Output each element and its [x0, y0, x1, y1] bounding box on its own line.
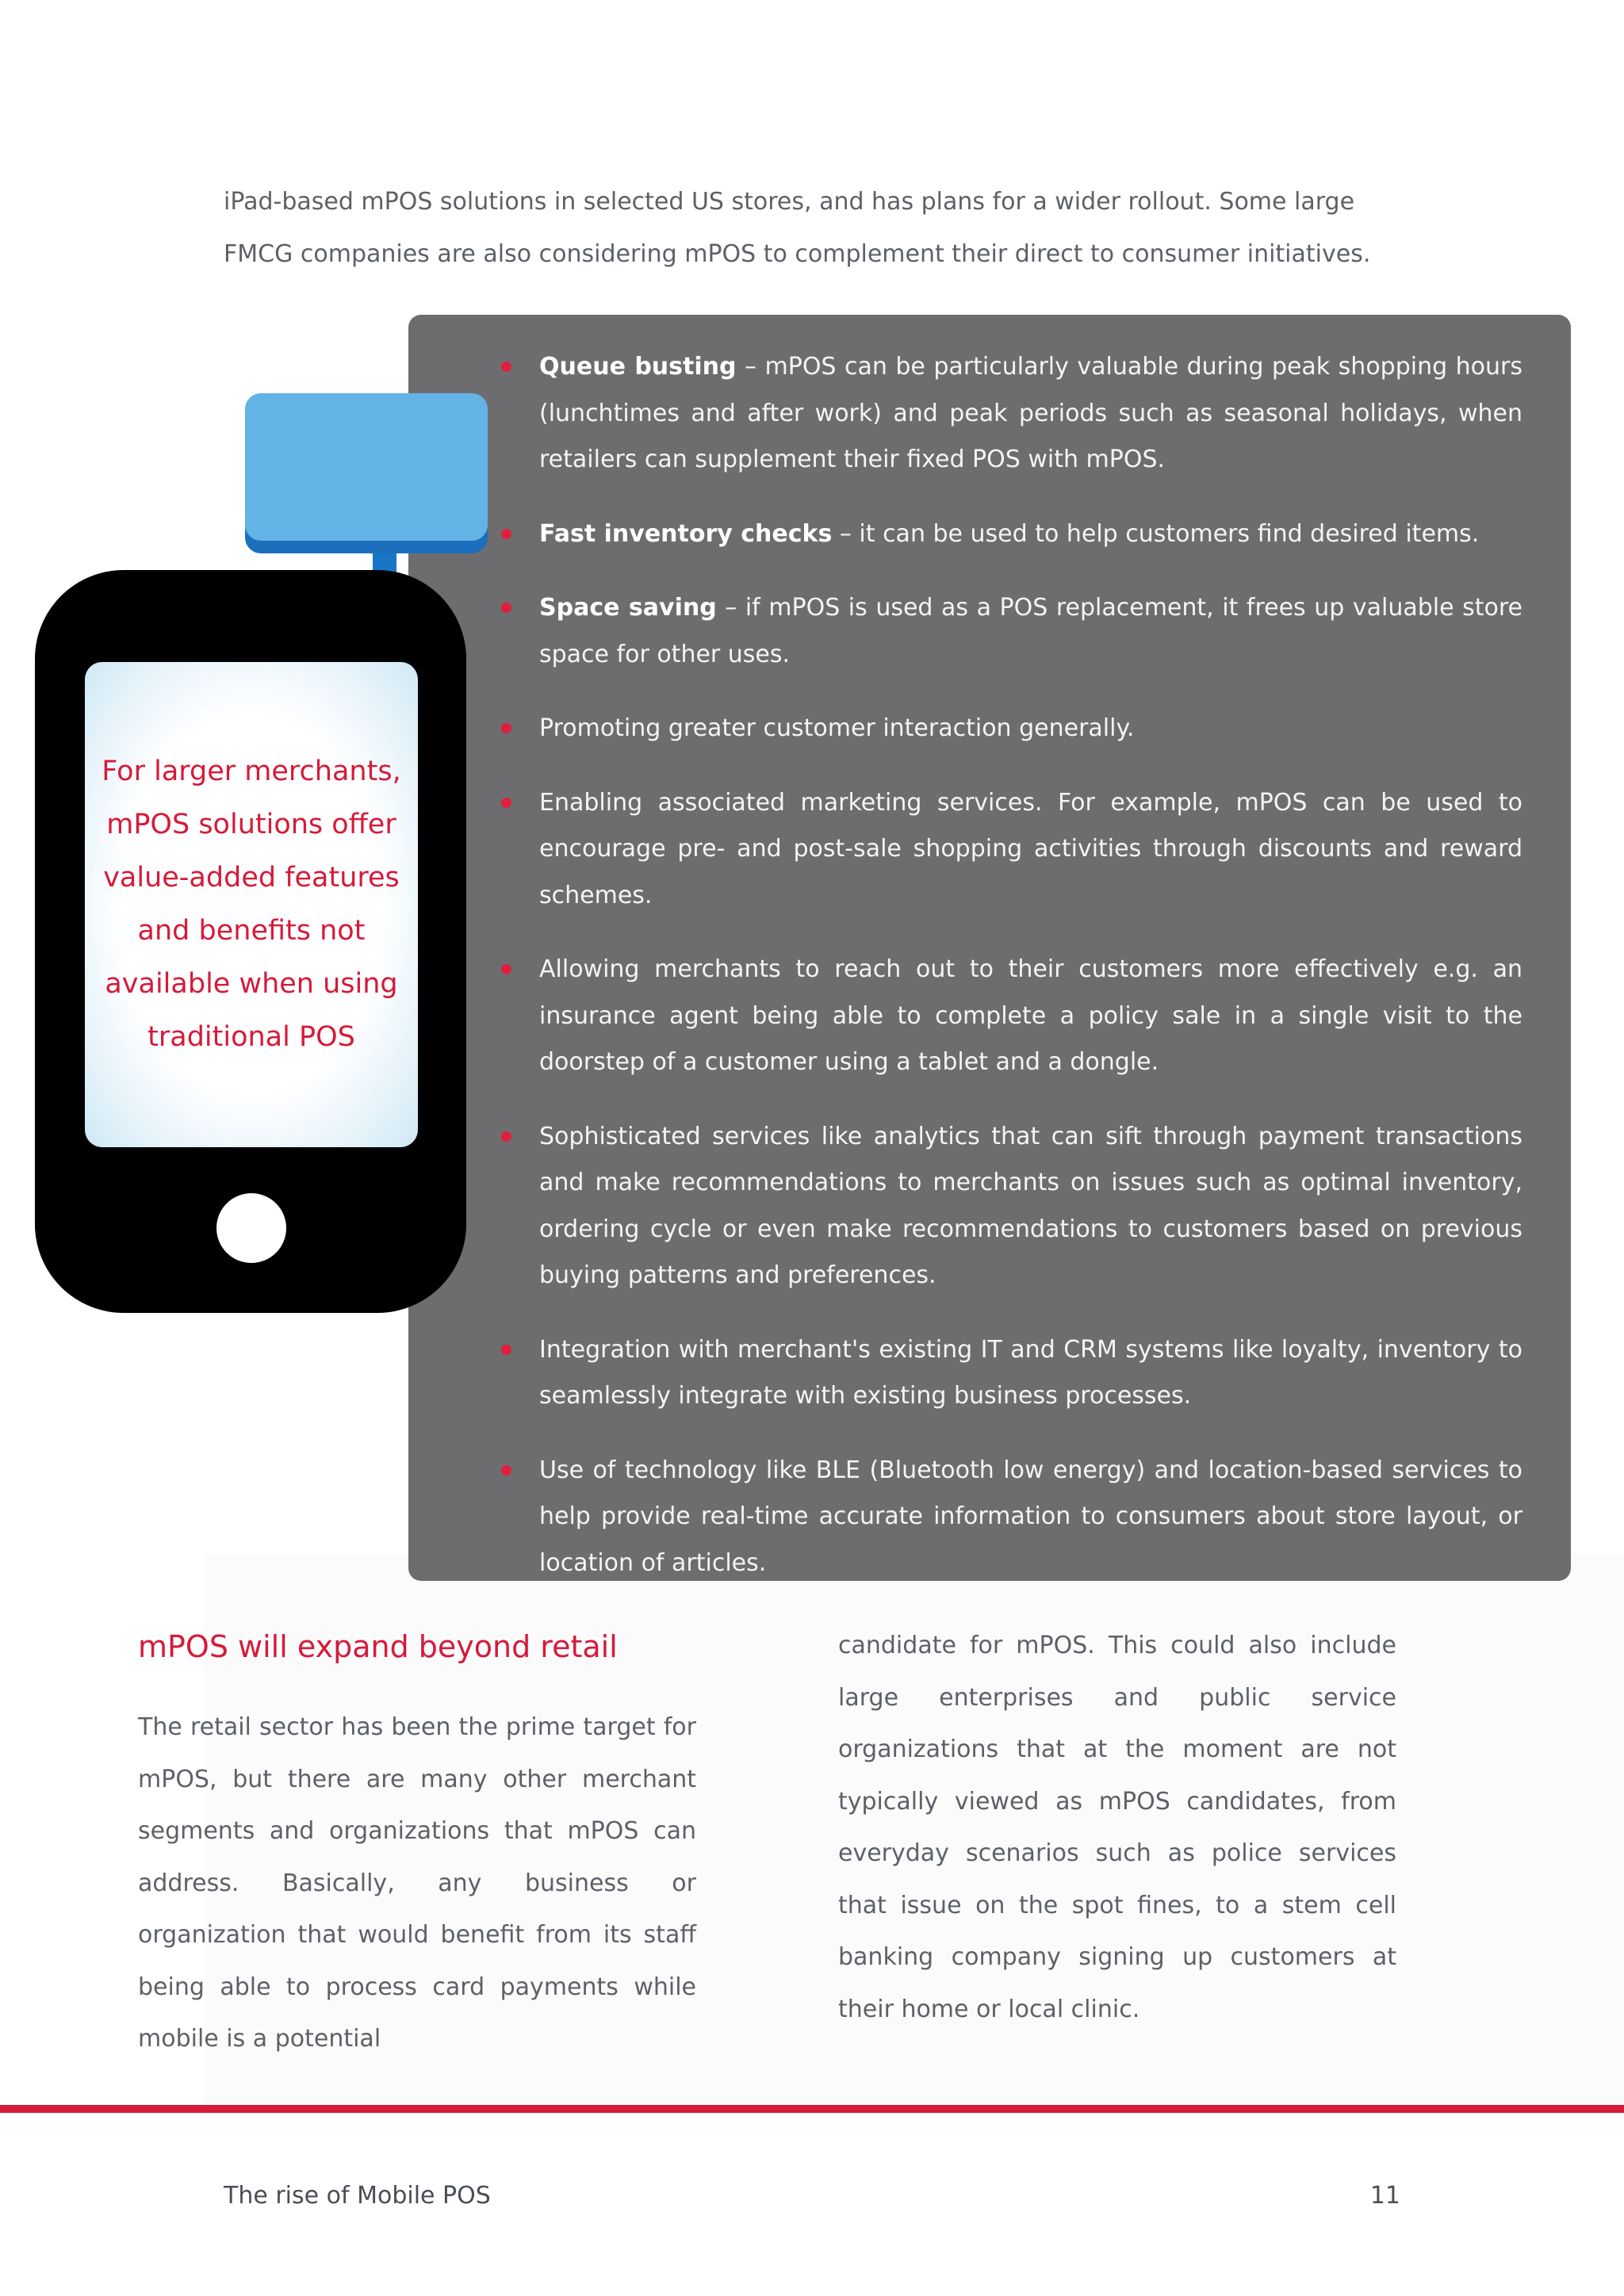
- bullet-text: Allowing merchants to reach out to their customers more effectively e.g. an insurance agent being able to complete a policy sale in a single visit to the doorstep of a customer using a tablet and a dongle.: [539, 955, 1522, 1076]
- list-item: [498, 947, 1522, 1086]
- phone-screen: [85, 662, 418, 1147]
- footer-title: The rise of Mobile POS: [224, 2182, 491, 2210]
- section-left-column: The retail sector has been the prime target for mPOS, but there are many other merchant segments and organizations that mPOS can address. Basically, any business or organization that would benefit from its staff being able to process card payments while mobile is a potential: [138, 1713, 696, 2053]
- benefits-list: [498, 344, 1522, 1614]
- bullet-text: – mPOS can be particularly valuable during peak shopping hours (lunchtimes and after work) and peak periods such as seasonal holidays, when retailers can supplement their fixed POS with mPOS.: [539, 353, 1523, 473]
- bullet-icon: [501, 1345, 511, 1355]
- section-heading: mPOS will expand beyond retail: [138, 1629, 618, 1664]
- list-item: [498, 780, 1522, 920]
- bullet-icon: [501, 1465, 511, 1475]
- bullet-text: – if mPOS is used as a POS replacement, it frees up valuable store space for other uses.: [539, 594, 1523, 668]
- bullet-icon: [501, 964, 511, 974]
- bullet-icon: [501, 798, 511, 808]
- bullet-icon: [501, 529, 511, 539]
- bullet-icon: [501, 723, 511, 733]
- sign-board-icon: [245, 393, 488, 541]
- bullet-text: Use of technology like BLE (Bluetooth low energy) and location-based services to help provide real-time accurate information to consumers about store layout, or location of articles.: [539, 1456, 1522, 1577]
- bullet-text: Integration with merchant's existing IT and CRM systems like loyalty, inventory to seamlessly integrate with existing business processes.: [539, 1335, 1522, 1410]
- list-item: [498, 1327, 1522, 1420]
- list-item: [498, 585, 1522, 678]
- bullet-text: Promoting greater customer interaction generally.: [539, 714, 1135, 742]
- bullet-icon: [501, 362, 511, 372]
- list-item: [498, 511, 1522, 558]
- bullet-title: Space saving: [539, 594, 717, 622]
- list-item: [498, 344, 1522, 484]
- bullet-title: Queue busting: [539, 353, 737, 381]
- intro-paragraph: iPad-based mPOS solutions in selected US stores, and has plans for a wider rollout. Some large FMCG companies are also considering mPOS to complement their direct to consumer initiatives.: [224, 188, 1371, 268]
- page-number: 11: [1369, 2182, 1400, 2210]
- list-item: [498, 1448, 1522, 1587]
- bullet-text: – it can be used to help customers find desired items.: [832, 519, 1480, 548]
- section-right-column: candidate for mPOS. This could also include large enterprises and public service organizations that at the moment are not typically viewed as mPOS candidates, from everyday scenarios such as police services that issue on the spot fines, to a stem cell banking company signing up customers at their home or local clinic.: [838, 1632, 1396, 2023]
- list-item: [498, 706, 1522, 752]
- bullet-icon: [501, 1131, 511, 1142]
- bullet-text: Sophisticated services like analytics that can sift through payment transactions and make recommendations to merchants on issues such as optimal inventory, ordering cycle or even make recommendations to customers based on previous buying patterns and preferences.: [539, 1122, 1522, 1289]
- home-button-icon: [216, 1193, 286, 1263]
- phone-callout-text: For larger merchants, mPOS solutions offer value-added features and benefits not available when using traditional POS: [102, 756, 401, 1053]
- bullet-title: Fast inventory checks: [539, 519, 833, 548]
- footer-divider: [0, 2105, 1624, 2113]
- bullet-text: Enabling associated marketing services. For example, mPOS can be used to encourage pre- and post-sale shopping activities through discounts and reward schemes.: [539, 788, 1522, 909]
- bullet-icon: [501, 603, 511, 613]
- list-item: [498, 1114, 1522, 1299]
